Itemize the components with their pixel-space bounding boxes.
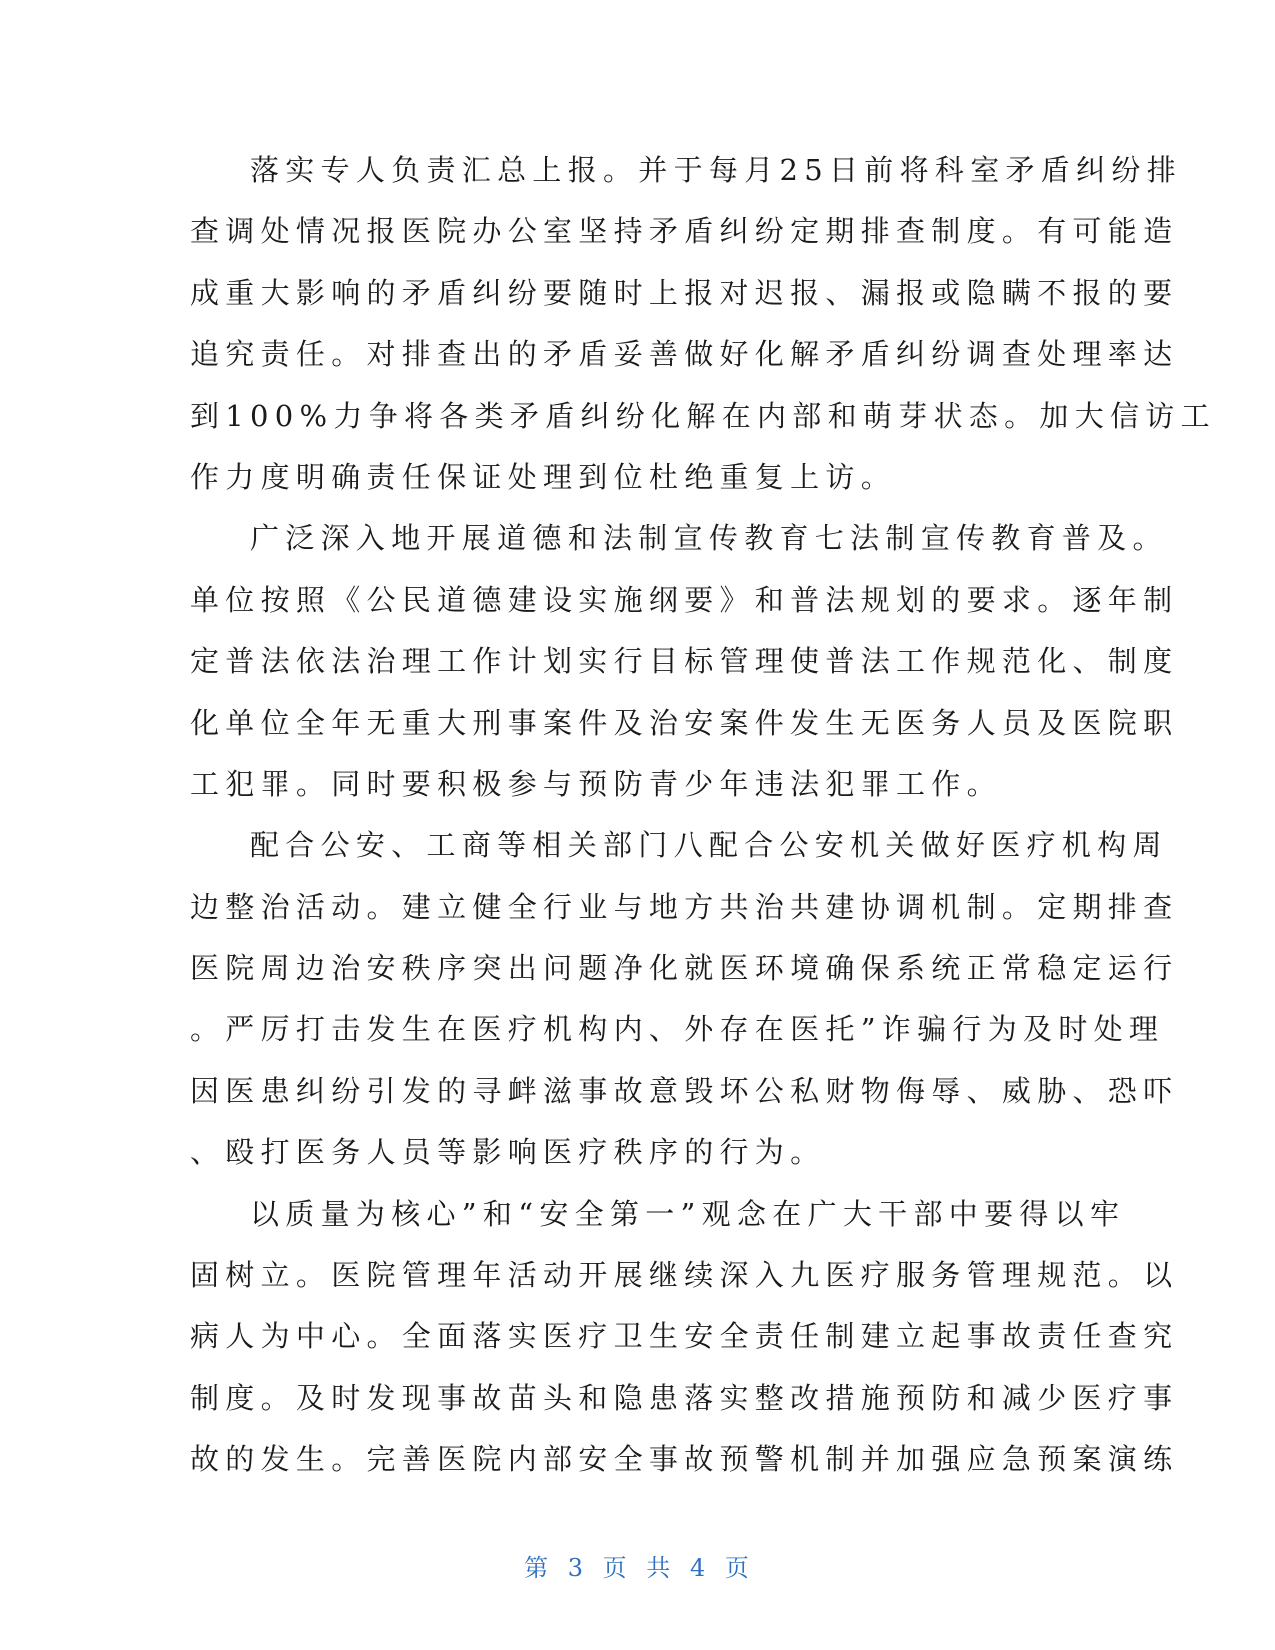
text-line: 工犯罪。同时要积极参与预防青少年违法犯罪工作。 [190, 766, 1002, 801]
text-line: 广泛深入地开展道德和法制宣传教育七法制宣传教育普及。 [250, 521, 1168, 556]
text-line: 边整治活动。建立健全行业与地方共治共建协调机制。定期排查 [190, 889, 1179, 924]
text-line: 以质量为核心”和“安全第一”观念在广大干部中要得以牢 [250, 1196, 1126, 1231]
text-line: 化单位全年无重大刑事案件及治安案件发生无医务人员及医院职 [190, 705, 1179, 740]
text-line: 落实专人负责汇总上报。并于每月25日前将科室矛盾纠纷排 [250, 153, 1183, 187]
paragraph-3 [190, 815, 1179, 1183]
text-line: 配合公安、工商等相关部门八配合公安机关做好医疗机构周 [250, 828, 1168, 863]
text-line: 因医患纠纷引发的寻衅滋事故意毁坏公私财物侮辱、威胁、恐吓 [190, 1073, 1179, 1108]
paragraph-4 [190, 1184, 1179, 1491]
text-line: 定普法依法治理工作计划实行目标管理使普法工作规范化、制度 [190, 644, 1179, 679]
document-body [190, 140, 1216, 1491]
paragraph-2 [190, 508, 1179, 815]
page-number: 第 3 页 共 4 页 [524, 1554, 751, 1582]
text-line: 查调处情况报医院办公室坚持矛盾纠纷定期排查制度。有可能造 [190, 214, 1179, 249]
page-footer [0, 1548, 1275, 1583]
text-line: 、殴打医务人员等影响医疗秩序的行为。 [190, 1135, 826, 1170]
text-line: 病人为中心。全面落实医疗卫生安全责任制建立起事故责任查究 [190, 1319, 1179, 1354]
text-line: 故的发生。完善医院内部安全事故预警机制并加强应急预案演练 [190, 1442, 1179, 1477]
text-line: 作力度明确责任保证处理到位杜绝重复上访。 [190, 459, 897, 494]
text-line: 成重大影响的矛盾纠纷要随时上报对迟报、漏报或隐瞒不报的要 [190, 275, 1179, 310]
paragraph-1 [190, 140, 1216, 508]
text-line: 固树立。医院管理年活动开展继续深入九医疗服务管理规范。以 [190, 1258, 1179, 1293]
text-line: 追究责任。对排查出的矛盾妥善做好化解矛盾纠纷调查处理率达 [190, 337, 1179, 372]
text-line: 制度。及时发现事故苗头和隐患落实整改措施预防和减少医疗事 [190, 1380, 1179, 1415]
text-line: 到100%力争将各类矛盾纠纷化解在内部和萌芽状态。加大信访工 [190, 398, 1216, 433]
text-line: 医院周边治安秩序突出问题净化就医环境确保系统正常稳定运行 [190, 951, 1179, 986]
text-line: 单位按照《公民道德建设实施纲要》和普法规划的要求。逐年制 [190, 582, 1179, 617]
text-line: 。严厉打击发生在医疗机构内、外存在医托”诈骗行为及时处理 [190, 1012, 1165, 1047]
